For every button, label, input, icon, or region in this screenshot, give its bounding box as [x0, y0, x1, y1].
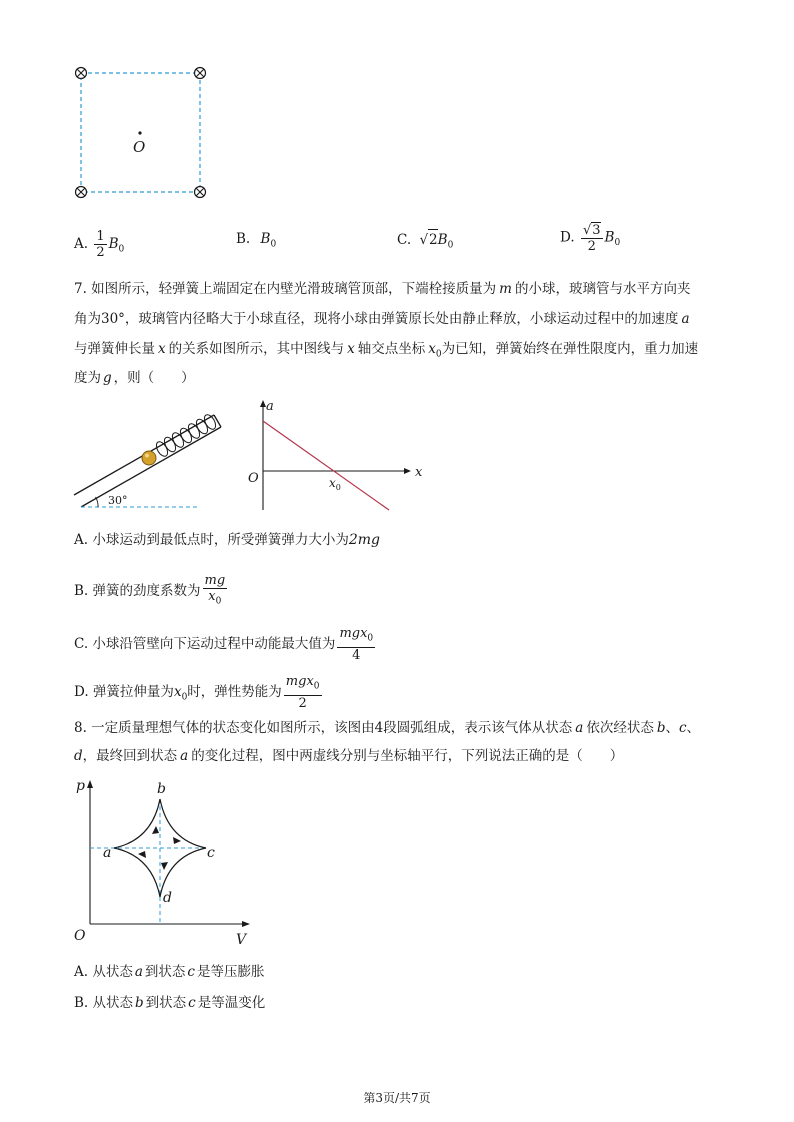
wire-into-page-icon — [76, 68, 87, 79]
q7-stem-line-4: 度为 g ，则（ ） — [74, 370, 195, 386]
state-c-label: c — [207, 845, 215, 861]
q7-stem-line-2: 角为30°，玻璃管内径略大于小球直径，现将小球由弹簧原长处由静止释放，小球运动过程中的加速度 a — [74, 311, 690, 327]
p-axis-label: p — [76, 778, 85, 794]
center-dot — [138, 131, 141, 134]
q7-option-c: C. 小球沿管壁向下运动过程中动能最大值为 $\frac{mgx_0}{4}$ — [74, 626, 374, 663]
v-axis-label: V — [236, 932, 247, 948]
q7-option-a: A. 小球运动到最低点时，所受弹簧弹力大小为2mg — [74, 532, 380, 548]
origin-label: O — [74, 928, 86, 944]
x-axis-label: x — [415, 465, 423, 480]
a-x-line — [263, 421, 389, 510]
inclined-tube-figure — [70, 405, 230, 511]
q7-stem-line-1: 7. 如图所示，轻弹簧上端固定在内壁光滑玻璃管顶部，下端栓接质量为 m 的小球，玻璃管与水平方向夹 — [74, 281, 691, 297]
wire-into-page-icon — [195, 68, 206, 79]
origin-label: O — [248, 471, 259, 486]
acceleration-extension-graph — [244, 398, 429, 516]
q8-option-b: B. 从状态 b 到状态 c 是等温变化 — [74, 995, 266, 1011]
q8-stem-line-2: d，最终回到状态 a 的变化过程，图中两虚线分别与坐标轴平行，下列说法正确的是（ ） — [74, 748, 624, 764]
center-label: O — [133, 138, 146, 156]
spring-icon — [154, 413, 218, 458]
q8-option-a: A. 从状态 a 到状态 c 是等压膨胀 — [74, 964, 265, 980]
state-a-label: a — [103, 845, 112, 861]
state-d-label: d — [163, 890, 172, 906]
q7-option-d: D. 弹簧拉伸量为$x_0$时，弹性势能为 $\frac{mgx_0}{2}$ — [74, 674, 320, 711]
q7-stem-line-3: 与弹簧伸长量 x 的关系如图所示，其中图线与 x 轴交点坐标 $x_0$为已知，弹簧始终在弹性限度内，重力加速 — [74, 341, 699, 360]
arrow-icon — [138, 851, 146, 858]
arc-a-to-b — [114, 799, 160, 848]
a-axis-label: a — [266, 399, 274, 414]
wire-into-page-icon — [195, 187, 206, 198]
arrow-icon — [152, 826, 159, 834]
arrow-icon — [161, 862, 168, 870]
arc-d-to-a — [114, 848, 160, 897]
tube-wall-lower — [81, 427, 221, 507]
q7-option-b: B. 弹簧的劲度系数为 $\frac{mg}{x_0}$ — [74, 573, 226, 607]
q6-option-a: A. $\frac{1}{2}$ $B_0$ — [74, 229, 125, 260]
q6-option-d: D. $\frac{√3}{2}$ $B_0$ — [560, 223, 621, 254]
square-wire-figure — [66, 62, 216, 202]
arc-b-to-c — [160, 799, 206, 848]
page-footer: 第3页/共7页 — [363, 1091, 431, 1105]
q6-option-b: B. $B_0$ — [236, 231, 277, 250]
state-b-label: b — [157, 781, 166, 797]
angle-arc — [96, 497, 99, 507]
x0-label: $x_0$ — [329, 476, 341, 492]
angle-label: 30° — [108, 494, 128, 507]
pressure-volume-graph — [68, 774, 258, 950]
arrow-icon — [173, 837, 181, 844]
ball — [142, 451, 156, 465]
wire-into-page-icon — [76, 187, 87, 198]
q6-option-c: C. $√2B_0$ — [397, 229, 453, 256]
q8-stem-line-1: 8. 一定质量理想气体的状态变化如图所示，该图由4段圆弧组成，表示该气体从状态 a 依次经状态 b、c、 — [74, 720, 701, 736]
